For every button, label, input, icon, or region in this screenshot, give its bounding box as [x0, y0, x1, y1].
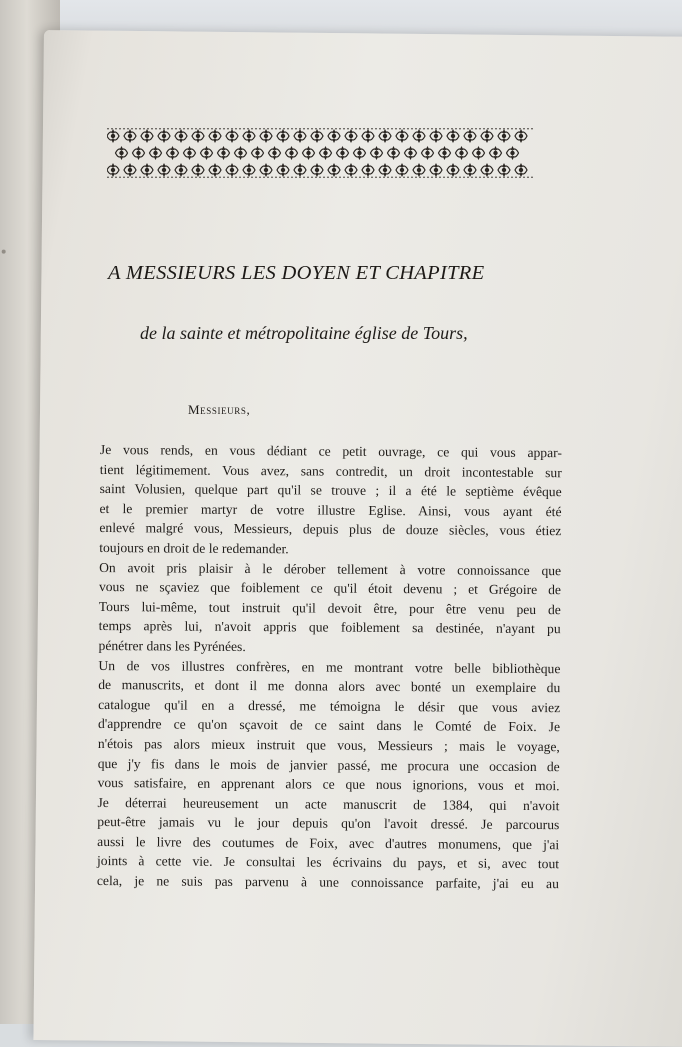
salutation: Messieurs,	[188, 402, 251, 417]
fleuron-motif	[413, 129, 425, 143]
fleuron-motif	[235, 146, 247, 160]
text-line: joints à cette vie. Je consultai les écrivains du pays, et si, avec tout	[97, 853, 560, 872]
text-line: pénétrer dans les Pyrénées.	[98, 637, 246, 654]
fleuron-motif	[107, 163, 119, 177]
fleuron-motif	[328, 129, 340, 143]
fleuron-motif	[133, 146, 145, 160]
fleuron-motif	[311, 129, 323, 143]
fleuron-motif	[260, 129, 272, 143]
fleuron-motif	[252, 146, 264, 160]
fleuron-motif	[192, 129, 204, 143]
fleuron-motif	[269, 146, 281, 160]
fleuron-motif	[294, 129, 306, 143]
fleuron-motif	[456, 146, 468, 160]
fleuron-motif	[124, 129, 136, 143]
fleuron-motif	[405, 146, 417, 160]
fleuron-motif	[175, 129, 187, 143]
fleuron-motif	[481, 129, 493, 143]
text-line: Un de vos illustres confrères, en me montrant votre belle bibliothèque	[98, 657, 561, 676]
fleuron-motif	[320, 146, 332, 160]
text-line: n'étois pas alors mieux instruit que vous, Messieurs ; mais le voyage,	[97, 735, 560, 755]
fleuron-motif	[362, 163, 374, 177]
paragraph	[98, 558, 561, 659]
text-line: et le premier martyr de votre illustre Eglise. Ainsi, vous ayant été	[99, 500, 562, 520]
fleuron-motif	[107, 129, 119, 143]
text-line: tient légitimement. Vous avez, sans contredit, un droit incontestable sur	[99, 461, 562, 480]
fleuron-motif	[175, 163, 187, 177]
fleuron-motif	[447, 163, 459, 177]
fleuron-motif	[328, 163, 340, 177]
fleuron-motif	[218, 146, 230, 160]
fleuron-motif	[490, 146, 502, 160]
fleuron-motif	[422, 146, 434, 160]
fleuron-ornament	[107, 128, 533, 178]
text-line: On avoit pris plaisir à le dérober tellement à votre connoissance que	[99, 559, 562, 578]
fleuron-motif	[116, 146, 128, 160]
fleuron-motif	[396, 129, 408, 143]
text-line: catalogue qu'il en a dressé, me témoigna le désir que vous aviez	[98, 696, 561, 715]
fleuron-motif	[354, 146, 366, 160]
text-line: vous ne sçaviez que foiblement ce qu'il étoit devenu ; et Grégoire de	[98, 579, 562, 598]
paper-spot	[2, 250, 6, 254]
fleuron-motif	[150, 146, 162, 160]
text-line: Tours lui-même, tout instruit qu'il devoit être, pour être venu peu de	[98, 598, 561, 617]
text-line: Je déterrai heureusement un acte manuscrit de 1384, qui n'avoit	[97, 794, 560, 813]
fleuron-ornament-graphic	[107, 128, 533, 178]
fleuron-motif	[371, 146, 383, 160]
fleuron-motif	[209, 163, 221, 177]
fleuron-motif	[430, 163, 442, 177]
dedication-title: A MESSIEURS LES DOYEN ET CHAPITRE	[108, 262, 485, 284]
fleuron-motif	[209, 129, 221, 143]
fleuron-motif	[430, 129, 442, 143]
text-line: aussi le livre des coutumes de Foix, avec d'autres monumens, que j'ai	[97, 833, 560, 853]
fleuron-motif	[124, 163, 136, 177]
fleuron-motif	[277, 129, 289, 143]
paragraph	[99, 440, 562, 561]
fleuron-motif	[294, 163, 306, 177]
fleuron-motif	[507, 146, 519, 160]
fleuron-motif	[303, 146, 315, 160]
fleuron-motif	[158, 163, 170, 177]
fleuron-motif	[464, 129, 476, 143]
fleuron-motif	[226, 129, 238, 143]
fleuron-motif	[473, 146, 485, 160]
dedication-subtitle: de la sainte et métropolitaine église de Tours,	[140, 323, 468, 343]
fleuron-motif	[243, 163, 255, 177]
fleuron-motif	[286, 146, 298, 160]
fleuron-motif	[498, 129, 510, 143]
fleuron-motif	[379, 163, 391, 177]
fleuron-motif	[481, 163, 493, 177]
fleuron-motif	[464, 163, 476, 177]
fleuron-motif	[362, 129, 374, 143]
text-line: vous satisfaire, en apprenant alors ce que nous ignorions, vous et moi.	[97, 775, 560, 794]
fleuron-motif	[345, 163, 357, 177]
text-line: peut-être jamais vu le jour depuis qu'on l'avoit dressé. Je parcourus	[97, 814, 560, 833]
text-line: temps après lui, n'avoit appris que foiblement sa destinée, n'ayant pu	[98, 618, 561, 637]
text-line: cela, je ne suis pas parvenu à une connoissance parfaite, j'ai eu au	[96, 873, 559, 892]
text-line: saint Volusien, quelque part qu'il se trouve ; il a été le septième évêque	[99, 481, 562, 500]
text-line: toujours en droit de le redemander.	[99, 539, 289, 557]
fleuron-motif	[260, 163, 272, 177]
fleuron-motif	[158, 129, 170, 143]
fleuron-motif	[184, 146, 196, 160]
fleuron-motif	[388, 146, 400, 160]
text-line: Je vous rends, en vous dédiant ce petit ouvrage, ce qui vous appar-	[99, 441, 562, 461]
fleuron-motif	[201, 146, 213, 160]
fleuron-motif	[413, 163, 425, 177]
fleuron-motif	[498, 163, 510, 177]
fleuron-motif	[167, 146, 179, 160]
paragraph	[97, 656, 561, 894]
text-line: enlevé malgré vous, Messieurs, depuis plus de douze siècles, vous étiez	[99, 520, 562, 539]
fleuron-motif	[447, 129, 459, 143]
fleuron-motif	[396, 163, 408, 177]
fleuron-motif	[379, 129, 391, 143]
fleuron-motif	[345, 129, 357, 143]
fleuron-motif	[141, 129, 153, 143]
body-text	[97, 440, 562, 894]
fleuron-motif	[243, 129, 255, 143]
text-line: d'apprendre ce qu'on sçavoit de ce saint dans le Comté de Foix. Je	[97, 716, 561, 735]
fleuron-motif	[515, 129, 527, 143]
fleuron-motif	[439, 146, 451, 160]
fleuron-motif	[337, 146, 349, 160]
text-line: de manuscrits, et dont il me donna alors avec bonté un exemplaire du	[98, 677, 561, 696]
fleuron-motif	[226, 163, 238, 177]
fleuron-motif	[311, 163, 323, 177]
text-line: que j'y fis dans le mois de janvier passé, me procura une occasion de	[97, 755, 560, 774]
fleuron-motif	[141, 163, 153, 177]
fleuron-motif	[515, 163, 527, 177]
fleuron-motif	[277, 163, 289, 177]
fleuron-motif	[192, 163, 204, 177]
